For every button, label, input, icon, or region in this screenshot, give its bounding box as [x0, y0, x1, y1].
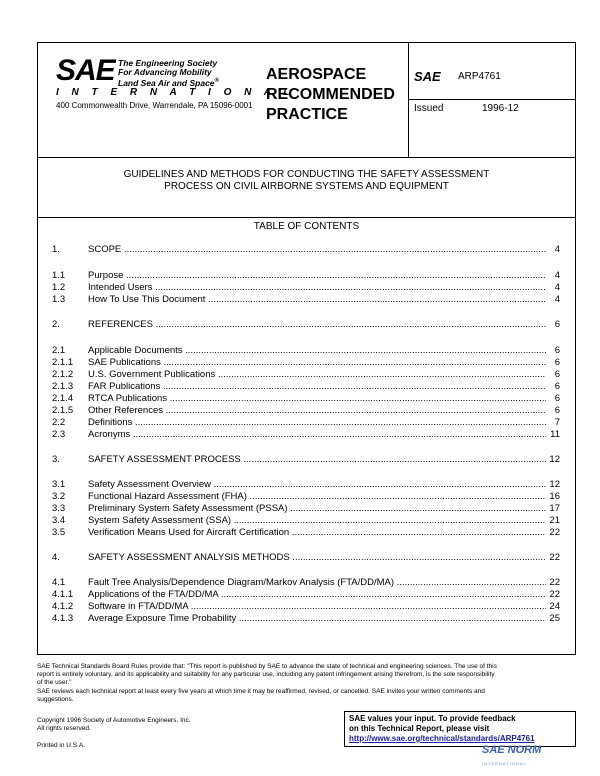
- sae-small-logo: SAE: [414, 69, 441, 84]
- toc-entry: [52, 613, 560, 624]
- toc-number: 3.3: [52, 503, 66, 514]
- toc-number: 1.2: [52, 282, 66, 293]
- header-row: [38, 43, 575, 158]
- toc-number: 2.1.1: [52, 357, 74, 368]
- toc-title: How To Use This Document .....: [88, 294, 546, 305]
- toc-title: SAE Publications .....: [88, 357, 546, 368]
- toc-title: SCOPE .....: [88, 244, 546, 255]
- copyright-text: Copyright 1996 Society of Automotive Engineers, Inc.: [37, 717, 191, 724]
- toc-title: Verification Means Used for Aircraft Certification .....: [88, 527, 546, 538]
- toc-title: Software in FTA/DD/MA .....: [88, 601, 546, 612]
- toc-entry: [52, 479, 560, 490]
- toc-title: Functional Hazard Assessment (FHA) .....: [88, 491, 546, 502]
- toc-entry: [52, 601, 560, 612]
- toc-page-number: 22: [549, 552, 560, 563]
- toc-title: Applicable Documents .....: [88, 345, 546, 356]
- document-number: ARP4761: [458, 71, 501, 82]
- toc-title: FAR Publications .....: [88, 381, 546, 392]
- toc-number: 4.1.2: [52, 601, 74, 612]
- toc-number: 3.2: [52, 491, 66, 502]
- toc-heading: TABLE OF CONTENTS: [253, 221, 360, 232]
- toc-page-number: 6: [554, 393, 560, 404]
- toc-entry: [52, 381, 560, 392]
- toc-number: 2.1.3: [52, 381, 74, 392]
- toc-entry: [52, 527, 560, 538]
- section-divider: [38, 217, 575, 218]
- toc-page-number: 4: [554, 282, 560, 293]
- document-title: [38, 169, 575, 193]
- title-line: PROCESS ON CIVIL AIRBORNE SYSTEMS AND EQUIPMENT: [164, 181, 449, 192]
- toc-entry: [52, 244, 560, 255]
- toc-page-number: 7: [554, 417, 560, 428]
- toc-title: Other References .....: [88, 405, 546, 416]
- toc-entry: [52, 491, 560, 502]
- toc-page-number: 4: [554, 244, 560, 255]
- toc-page-number: 12: [549, 454, 560, 465]
- tagline-line: For Advancing Mobility: [118, 67, 212, 77]
- toc-title: Acronyms .....: [88, 429, 546, 440]
- sae-logo: [56, 54, 295, 98]
- toc-number: 2.2: [52, 417, 66, 428]
- toc-entry: [52, 345, 560, 356]
- sae-norm-watermark: SAE NORM: [482, 744, 542, 756]
- toc-title: Intended Users .....: [88, 282, 546, 293]
- header-divider: [408, 43, 409, 157]
- toc-number: 4.: [52, 552, 60, 563]
- rights-text: All rights reserved.: [37, 725, 91, 732]
- issued-date: 1996-12: [482, 103, 519, 114]
- toc-number: 2.1: [52, 345, 66, 356]
- toc-entry: [52, 405, 560, 416]
- toc-entry: [52, 417, 560, 428]
- document-type: [266, 65, 395, 125]
- toc-number: 3.: [52, 454, 60, 465]
- toc-number: 2.1.2: [52, 369, 74, 380]
- toc-number: 4.1.1: [52, 589, 74, 600]
- toc-entry: [52, 393, 560, 404]
- document-frame: [37, 42, 576, 655]
- toc-number: 3.5: [52, 527, 66, 538]
- toc-title: Safety Assessment Overview .....: [88, 479, 546, 490]
- sae-norm-subtitle: INTERNATIONAL: [482, 761, 527, 766]
- toc-entry: [52, 577, 560, 588]
- toc-number: 2.1.4: [52, 393, 74, 404]
- toc-page-number: 25: [549, 613, 560, 624]
- toc-page-number: 21: [549, 515, 560, 526]
- feedback-line: SAE values your input. To provide feedback: [349, 714, 516, 723]
- registered-mark: ®: [214, 78, 219, 84]
- toc-page-number: 6: [554, 319, 560, 330]
- toc-title: SAFETY ASSESSMENT PROCESS .....: [88, 454, 546, 465]
- toc-title: Applications of the FTA/DD/MA .....: [88, 589, 546, 600]
- toc-number: 2.1.5: [52, 405, 74, 416]
- toc-page-number: 17: [549, 503, 560, 514]
- doc-type-line: AEROSPACE: [266, 66, 367, 83]
- toc-title: Average Exposure Time Probability .....: [88, 613, 546, 624]
- toc-title: RTCA Publications .....: [88, 393, 546, 404]
- address: 400 Commonwealth Drive, Warrendale, PA 15096-0001: [56, 101, 253, 110]
- feedback-line: on this Technical Report, please visit: [349, 724, 490, 733]
- doc-type-line: PRACTICE: [266, 106, 348, 123]
- toc-entry: [52, 294, 560, 305]
- toc-number: 4.1.3: [52, 613, 74, 624]
- logo-tagline: [118, 59, 238, 88]
- logo-text: SAE: [56, 54, 115, 87]
- toc-entry: [52, 589, 560, 600]
- toc-number: 1.: [52, 244, 60, 255]
- feedback-link[interactable]: http://www.sae.org/technical/standards/ARP4761: [349, 734, 535, 743]
- toc-page-number: 6: [554, 357, 560, 368]
- printed-text: Printed in U.S.A.: [37, 742, 86, 749]
- toc-page-number: 4: [554, 270, 560, 281]
- toc-entry: [52, 319, 560, 330]
- toc-number: 1.3: [52, 294, 66, 305]
- toc-entry: [52, 369, 560, 380]
- toc-page-number: 4: [554, 294, 560, 305]
- title-line: GUIDELINES AND METHODS FOR CONDUCTING THE SAFETY ASSESSMENT: [123, 169, 490, 180]
- review-text: SAE reviews each technical report at least every five years at which time it may be reaffirmed, revised, or cancelled. SAE invites your written comments and suggestions.: [37, 688, 485, 703]
- toc-number: 3.1: [52, 479, 66, 490]
- toc-number: 1.1: [52, 270, 66, 281]
- toc-page-number: 6: [554, 381, 560, 392]
- toc-title: Fault Tree Analysis/Dependence Diagram/Markov Analysis (FTA/DD/MA) .....: [88, 577, 546, 588]
- toc-title: SAFETY ASSESSMENT ANALYSIS METHODS .....: [88, 552, 546, 563]
- toc-number: 2.: [52, 319, 60, 330]
- toc-title: U.S. Government Publications .....: [88, 369, 546, 380]
- toc-page-number: 6: [554, 405, 560, 416]
- toc-page-number: 12: [549, 479, 560, 490]
- toc-page-number: 11: [550, 429, 560, 440]
- toc-entry: [52, 282, 560, 293]
- toc-page-number: 6: [554, 369, 560, 380]
- tagline-line: The Engineering Society: [118, 58, 218, 68]
- toc-entry: [52, 357, 560, 368]
- toc-entry: [52, 515, 560, 526]
- toc-number: 4.1: [52, 577, 66, 588]
- header-divider: [408, 99, 575, 100]
- issued-label: Issued: [414, 103, 444, 114]
- toc-number: 3.4: [52, 515, 66, 526]
- toc-page-number: 6: [554, 345, 560, 356]
- toc-title: System Safety Assessment (SSA) .....: [88, 515, 546, 526]
- toc-title: Purpose .....: [88, 270, 546, 281]
- toc-page-number: 22: [549, 589, 560, 600]
- feedback-box: [344, 711, 576, 747]
- tagline-text: Land Sea Air and Space: [118, 77, 215, 88]
- board-rules-text: SAE Technical Standards Board Rules provide that: "This report is published by SAE to advance the state of technical and engineering sciences. The use of this report is entirely voluntary, and its applicability and suitability for any particular use, including any patent infringement arising therefrom, is the sole responsibility of the user.": [37, 663, 497, 686]
- toc-entry: [52, 270, 560, 281]
- toc-page-number: 24: [549, 601, 560, 612]
- toc-title: Definitions .....: [88, 417, 546, 428]
- toc-number: 2.3: [52, 429, 66, 440]
- toc-title: Preliminary System Safety Assessment (PSSA) .....: [88, 503, 546, 514]
- toc-entry: [52, 429, 560, 440]
- toc-entry: [52, 503, 560, 514]
- toc-page-number: 22: [549, 527, 560, 538]
- toc-entry: [52, 454, 560, 465]
- doc-type-line: RECOMMENDED: [266, 86, 395, 103]
- toc-page-number: 16: [549, 491, 560, 502]
- toc-entry: [52, 552, 560, 563]
- logo-international: I N T E R N A T I O N A L: [56, 87, 295, 98]
- toc-page-number: 22: [549, 577, 560, 588]
- toc-title: REFERENCES .....: [88, 319, 546, 330]
